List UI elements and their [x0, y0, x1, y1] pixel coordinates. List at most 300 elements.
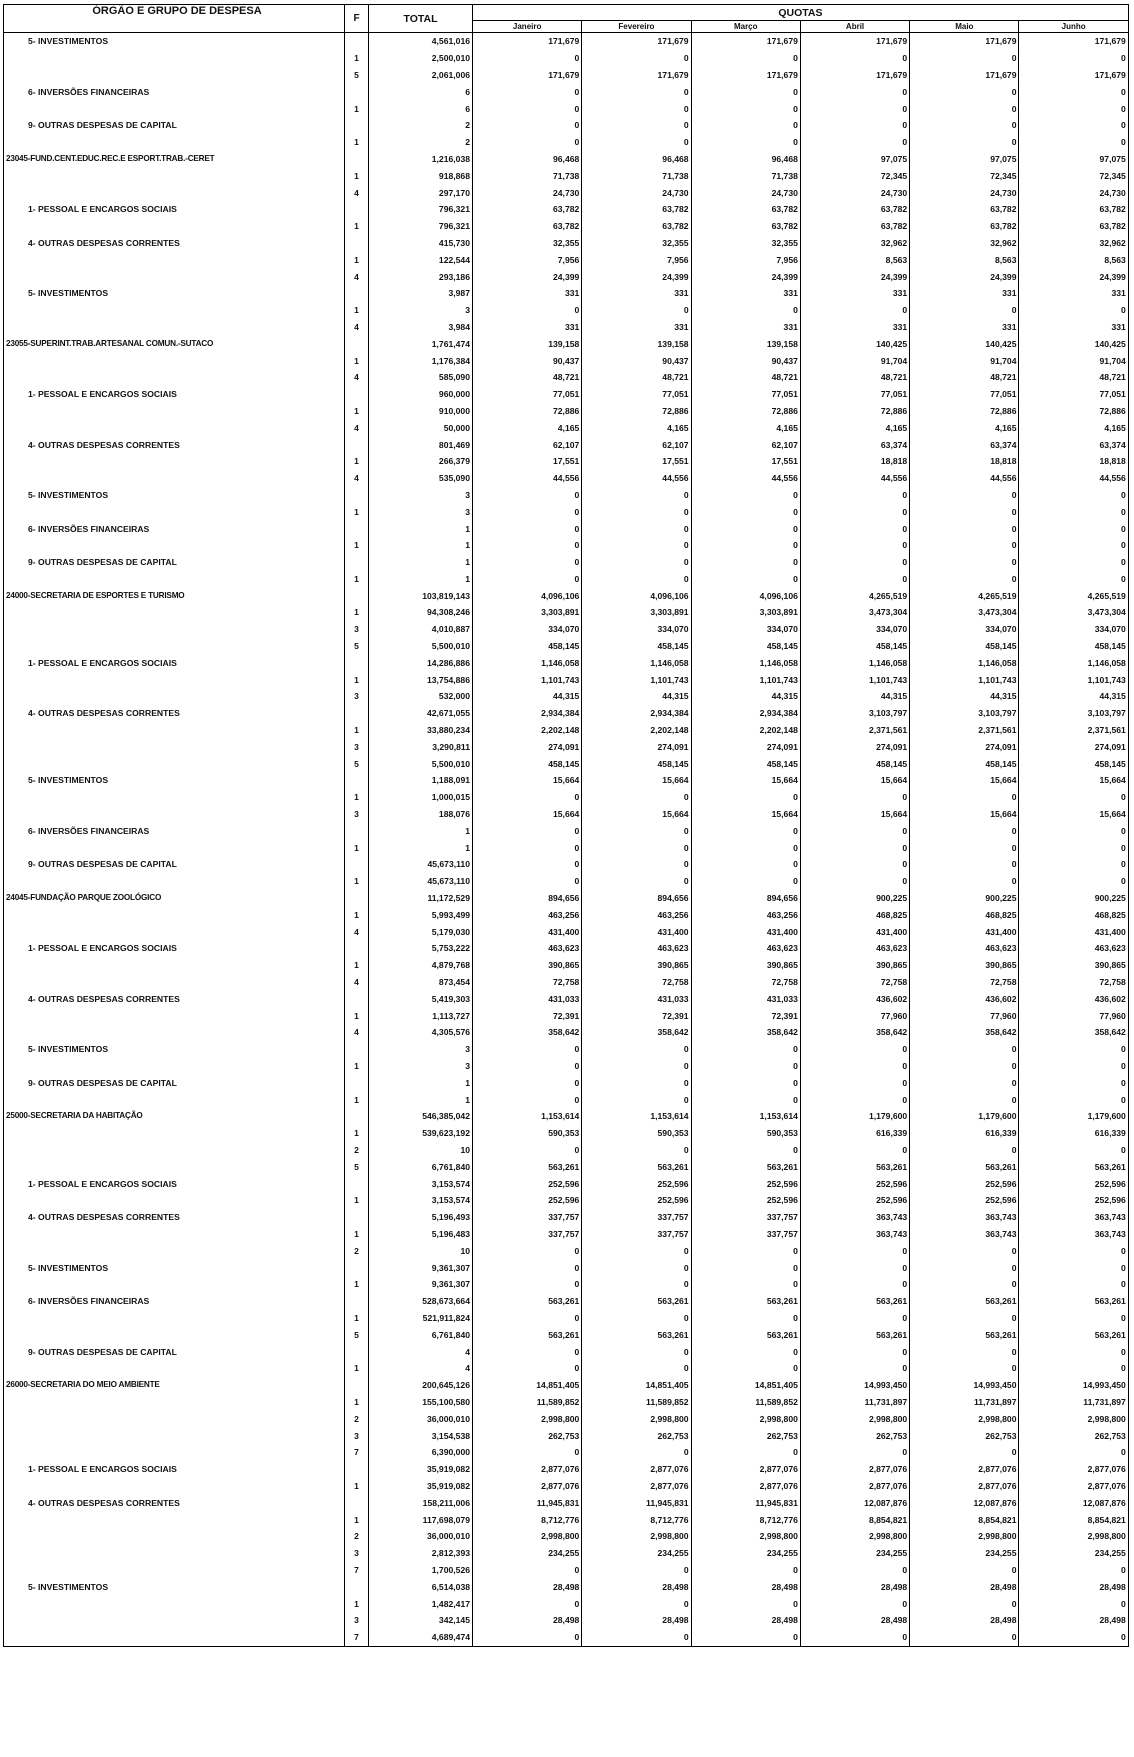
row-fonte: 1 [345, 537, 369, 554]
row-quota: 0 [800, 1276, 909, 1293]
row-quota: 71,738 [582, 167, 691, 184]
row-quota: 252,596 [473, 1175, 582, 1192]
row-description [4, 1242, 345, 1259]
row-fonte: 1 [345, 1125, 369, 1142]
row-total: 266,379 [369, 453, 473, 470]
table-row [4, 503, 1129, 520]
row-fonte [345, 235, 369, 252]
row-quota: 0 [473, 520, 582, 537]
row-description [4, 352, 345, 369]
row-quota: 72,391 [473, 1007, 582, 1024]
row-quota: 0 [1019, 789, 1128, 806]
row-description [4, 1310, 345, 1327]
row-quota: 0 [691, 1595, 800, 1612]
row-quota: 0 [691, 1276, 800, 1293]
row-description [4, 789, 345, 806]
row-quota: 72,391 [691, 1007, 800, 1024]
row-quota: 0 [800, 1343, 909, 1360]
row-quota: 458,145 [800, 755, 909, 772]
row-quota: 63,782 [910, 201, 1019, 218]
row-quota: 72,886 [473, 403, 582, 420]
row-fonte: 1 [345, 251, 369, 268]
row-quota: 0 [473, 789, 582, 806]
row-quota: 4,165 [1019, 419, 1128, 436]
row-quota: 234,255 [800, 1545, 909, 1562]
row-total: 5,500,010 [369, 755, 473, 772]
row-fonte: 1 [345, 906, 369, 923]
row-quota: 0 [473, 1041, 582, 1058]
row-quota: 15,664 [582, 806, 691, 823]
row-quota: 431,400 [910, 923, 1019, 940]
row-quota: 0 [473, 873, 582, 890]
table-row [4, 167, 1129, 184]
row-quota: 11,589,852 [691, 1394, 800, 1411]
row-quota: 274,091 [582, 738, 691, 755]
row-quota: 0 [691, 1142, 800, 1159]
row-total: 2,812,393 [369, 1545, 473, 1562]
row-quota: 0 [1019, 1091, 1128, 1108]
row-quota: 24,399 [473, 268, 582, 285]
row-quota: 0 [473, 1310, 582, 1327]
row-fonte: 1 [345, 873, 369, 890]
row-quota: 2,877,076 [800, 1478, 909, 1495]
row-quota: 331 [473, 285, 582, 302]
row-quota: 0 [800, 487, 909, 504]
table-row [4, 571, 1129, 588]
row-quota: 252,596 [910, 1192, 1019, 1209]
row-quota: 0 [691, 83, 800, 100]
row-description [4, 134, 345, 151]
row-fonte [345, 856, 369, 873]
row-fonte [345, 1343, 369, 1360]
row-quota: 0 [1019, 1242, 1128, 1259]
row-quota: 63,782 [582, 201, 691, 218]
row-quota: 12,087,876 [800, 1494, 909, 1511]
row-description: 9- OUTRAS DESPESAS DE CAPITAL [4, 117, 345, 134]
row-quota: 44,315 [800, 688, 909, 705]
row-quota: 77,051 [473, 386, 582, 403]
row-quota: 234,255 [473, 1545, 582, 1562]
row-quota: 0 [1019, 503, 1128, 520]
row-description [4, 722, 345, 739]
table-row [4, 1444, 1129, 1461]
row-quota: 77,051 [691, 386, 800, 403]
table-row [4, 1058, 1129, 1075]
row-quota: 17,551 [473, 453, 582, 470]
row-quota: 44,556 [1019, 470, 1128, 487]
row-total: 532,000 [369, 688, 473, 705]
row-quota: 171,679 [473, 33, 582, 50]
row-quota: 331 [800, 285, 909, 302]
row-quota: 4,165 [800, 419, 909, 436]
row-quota: 63,782 [800, 218, 909, 235]
row-quota: 72,886 [1019, 403, 1128, 420]
row-quota: 0 [691, 1041, 800, 1058]
row-description: 1- PESSOAL E ENCARGOS SOCIAIS [4, 201, 345, 218]
row-description: 6- INVERSÕES FINANCEIRAS [4, 822, 345, 839]
row-quota: 1,101,743 [800, 671, 909, 688]
row-quota: 0 [473, 1259, 582, 1276]
row-total: 1,700,526 [369, 1562, 473, 1579]
row-quota: 331 [910, 285, 1019, 302]
row-total: 2 [369, 117, 473, 134]
row-quota: 0 [582, 1041, 691, 1058]
row-quota: 15,664 [582, 772, 691, 789]
row-quota: 0 [473, 1142, 582, 1159]
row-quota: 390,865 [910, 957, 1019, 974]
row-quota: 337,757 [691, 1209, 800, 1226]
row-quota: 63,782 [691, 201, 800, 218]
row-description [4, 571, 345, 588]
row-quota: 18,818 [800, 453, 909, 470]
row-description: 26000-SECRETARIA DO MEIO AMBIENTE [4, 1377, 345, 1394]
row-description [4, 470, 345, 487]
row-total: 293,186 [369, 268, 473, 285]
row-quota: 0 [910, 100, 1019, 117]
row-quota: 28,498 [800, 1612, 909, 1629]
row-description [4, 974, 345, 991]
row-quota: 334,070 [800, 621, 909, 638]
row-total: 3 [369, 503, 473, 520]
row-quota: 0 [691, 554, 800, 571]
row-fonte [345, 1108, 369, 1125]
row-quota: 358,642 [1019, 1024, 1128, 1041]
row-quota: 62,107 [582, 436, 691, 453]
row-quota: 1,146,058 [473, 654, 582, 671]
row-quota: 252,596 [691, 1175, 800, 1192]
row-total: 1,000,015 [369, 789, 473, 806]
row-quota: 0 [910, 83, 1019, 100]
row-quota: 63,782 [1019, 201, 1128, 218]
table-row [4, 554, 1129, 571]
row-quota: 171,679 [800, 67, 909, 84]
table-row [4, 1007, 1129, 1024]
row-quota: 0 [473, 1074, 582, 1091]
row-quota: 0 [473, 134, 582, 151]
row-quota: 24,399 [691, 268, 800, 285]
row-description [4, 755, 345, 772]
row-quota: 431,400 [582, 923, 691, 940]
table-row [4, 1629, 1129, 1646]
row-quota: 171,679 [473, 67, 582, 84]
row-quota: 77,051 [910, 386, 1019, 403]
row-quota: 90,437 [473, 352, 582, 369]
row-quota: 96,468 [473, 151, 582, 168]
row-quota: 463,623 [691, 940, 800, 957]
row-quota: 0 [1019, 571, 1128, 588]
row-quota: 463,256 [582, 906, 691, 923]
table-row [4, 1494, 1129, 1511]
table-row [4, 856, 1129, 873]
row-quota: 1,153,614 [473, 1108, 582, 1125]
row-quota: 0 [691, 1562, 800, 1579]
row-description [4, 1326, 345, 1343]
row-quota: 0 [473, 1058, 582, 1075]
row-quota: 0 [1019, 1343, 1128, 1360]
header-month: Janeiro [473, 21, 582, 33]
table-row [4, 151, 1129, 168]
table-row [4, 50, 1129, 67]
row-total: 45,673,110 [369, 856, 473, 873]
row-quota: 17,551 [582, 453, 691, 470]
row-fonte [345, 151, 369, 168]
row-quota: 0 [582, 1142, 691, 1159]
row-total: 873,454 [369, 974, 473, 991]
row-quota: 2,371,561 [1019, 722, 1128, 739]
row-description [4, 1024, 345, 1041]
row-quota: 171,679 [910, 33, 1019, 50]
row-quota: 0 [800, 117, 909, 134]
row-quota: 0 [691, 503, 800, 520]
row-quota: 334,070 [1019, 621, 1128, 638]
row-quota: 1,101,743 [691, 671, 800, 688]
row-fonte [345, 1041, 369, 1058]
row-quota: 72,345 [910, 167, 1019, 184]
row-fonte [345, 587, 369, 604]
row-description [4, 419, 345, 436]
row-description [4, 1360, 345, 1377]
row-fonte [345, 1074, 369, 1091]
row-quota: 0 [1019, 100, 1128, 117]
row-description [4, 806, 345, 823]
row-quota: 0 [800, 503, 909, 520]
row-quota: 15,664 [473, 806, 582, 823]
row-quota: 0 [800, 50, 909, 67]
row-quota: 0 [800, 856, 909, 873]
row-fonte [345, 33, 369, 50]
row-quota: 32,962 [800, 235, 909, 252]
row-quota: 252,596 [473, 1192, 582, 1209]
row-quota: 1,179,600 [910, 1108, 1019, 1125]
row-quota: 0 [582, 1058, 691, 1075]
row-quota: 28,498 [473, 1578, 582, 1595]
table-row [4, 755, 1129, 772]
row-quota: 0 [1019, 1444, 1128, 1461]
row-description: 6- INVERSÕES FINANCEIRAS [4, 83, 345, 100]
row-quota: 331 [691, 285, 800, 302]
row-description [4, 1091, 345, 1108]
row-quota: 252,596 [800, 1192, 909, 1209]
row-quota: 337,757 [473, 1226, 582, 1243]
quotas-table [3, 4, 1129, 1647]
row-fonte: 5 [345, 638, 369, 655]
row-quota: 44,556 [582, 470, 691, 487]
row-quota: 0 [582, 571, 691, 588]
row-quota: 563,261 [800, 1293, 909, 1310]
row-quota: 8,854,821 [1019, 1511, 1128, 1528]
row-quota: 2,934,384 [582, 705, 691, 722]
row-description [4, 1478, 345, 1495]
row-quota: 331 [473, 319, 582, 336]
table-row [4, 638, 1129, 655]
row-fonte: 2 [345, 1410, 369, 1427]
row-description [4, 1226, 345, 1243]
row-quota: 24,730 [910, 184, 1019, 201]
row-fonte: 1 [345, 671, 369, 688]
row-quota: 0 [910, 50, 1019, 67]
row-total: 4,689,474 [369, 1629, 473, 1646]
header-quotas: QUOTAS [473, 5, 1129, 21]
row-description [4, 873, 345, 890]
row-quota: 32,962 [910, 235, 1019, 252]
row-description: 5- INVESTIMENTOS [4, 1041, 345, 1058]
row-quota: 0 [910, 1058, 1019, 1075]
row-description: 4- OUTRAS DESPESAS CORRENTES [4, 1494, 345, 1511]
row-quota: 0 [691, 117, 800, 134]
row-quota: 0 [910, 1360, 1019, 1377]
row-quota: 0 [691, 1242, 800, 1259]
row-quota: 77,051 [800, 386, 909, 403]
row-quota: 8,712,776 [473, 1511, 582, 1528]
row-quota: 363,743 [800, 1226, 909, 1243]
row-quota: 1,101,743 [1019, 671, 1128, 688]
row-description [4, 1142, 345, 1159]
row-quota: 1,153,614 [582, 1108, 691, 1125]
table-row [4, 436, 1129, 453]
row-quota: 0 [582, 1595, 691, 1612]
row-quota: 463,256 [691, 906, 800, 923]
table-row [4, 251, 1129, 268]
table-row [4, 1293, 1129, 1310]
row-quota: 11,589,852 [582, 1394, 691, 1411]
row-total: 10 [369, 1142, 473, 1159]
row-quota: 171,679 [691, 33, 800, 50]
row-quota: 331 [582, 285, 691, 302]
row-fonte: 4 [345, 470, 369, 487]
row-quota: 139,158 [691, 335, 800, 352]
row-total: 10 [369, 1242, 473, 1259]
row-description [4, 453, 345, 470]
table-row [4, 1041, 1129, 1058]
table-row [4, 1478, 1129, 1495]
row-quota: 3,473,304 [1019, 604, 1128, 621]
row-quota: 563,261 [1019, 1326, 1128, 1343]
row-description [4, 738, 345, 755]
row-quota: 468,825 [910, 906, 1019, 923]
row-quota: 431,033 [691, 990, 800, 1007]
row-quota: 0 [582, 1360, 691, 1377]
table-row [4, 419, 1129, 436]
row-fonte [345, 1293, 369, 1310]
table-body [4, 33, 1129, 1647]
row-quota: 463,623 [1019, 940, 1128, 957]
row-quota: 0 [473, 554, 582, 571]
row-quota: 44,315 [582, 688, 691, 705]
row-total: 3 [369, 302, 473, 319]
row-total: 796,321 [369, 201, 473, 218]
row-total: 342,145 [369, 1612, 473, 1629]
table-row [4, 487, 1129, 504]
row-total: 13,754,886 [369, 671, 473, 688]
row-quota: 4,265,519 [910, 587, 1019, 604]
row-quota: 24,730 [800, 184, 909, 201]
table-row [4, 1310, 1129, 1327]
row-quota: 900,225 [800, 890, 909, 907]
row-quota: 0 [473, 487, 582, 504]
table-row [4, 806, 1129, 823]
table-row [4, 83, 1129, 100]
row-quota: 458,145 [910, 638, 1019, 655]
row-quota: 63,782 [582, 218, 691, 235]
table-row [4, 335, 1129, 352]
row-quota: 252,596 [1019, 1175, 1128, 1192]
row-quota: 331 [582, 319, 691, 336]
row-fonte: 1 [345, 453, 369, 470]
row-fonte [345, 1494, 369, 1511]
row-quota: 90,437 [582, 352, 691, 369]
row-quota: 0 [582, 1074, 691, 1091]
row-quota: 0 [582, 1242, 691, 1259]
table-row [4, 1595, 1129, 1612]
row-description [4, 1444, 345, 1461]
row-quota: 463,623 [473, 940, 582, 957]
row-quota: 72,758 [473, 974, 582, 991]
row-quota: 24,399 [1019, 268, 1128, 285]
row-fonte: 4 [345, 419, 369, 436]
table-row [4, 1259, 1129, 1276]
row-quota: 0 [473, 302, 582, 319]
row-quota: 252,596 [582, 1175, 691, 1192]
row-quota: 0 [1019, 1360, 1128, 1377]
row-total: 1,761,474 [369, 335, 473, 352]
row-quota: 1,101,743 [473, 671, 582, 688]
row-description [4, 1192, 345, 1209]
row-fonte: 1 [345, 1226, 369, 1243]
row-quota: 14,993,450 [910, 1377, 1019, 1394]
row-quota: 24,399 [800, 268, 909, 285]
row-total: 801,469 [369, 436, 473, 453]
row-quota: 563,261 [910, 1326, 1019, 1343]
table-header [4, 5, 1129, 33]
row-description: 6- INVERSÕES FINANCEIRAS [4, 1293, 345, 1310]
row-description [4, 302, 345, 319]
row-quota: 563,261 [691, 1326, 800, 1343]
row-total: 1 [369, 822, 473, 839]
row-quota: 274,091 [800, 738, 909, 755]
table-row [4, 302, 1129, 319]
row-quota: 4,096,106 [473, 587, 582, 604]
header-month: Fevereiro [582, 21, 691, 33]
row-quota: 4,165 [910, 419, 1019, 436]
row-description: 9- OUTRAS DESPESAS DE CAPITAL [4, 1074, 345, 1091]
header-f: F [345, 5, 369, 33]
row-quota: 262,753 [691, 1427, 800, 1444]
row-total: 1,176,384 [369, 352, 473, 369]
row-quota: 4,265,519 [1019, 587, 1128, 604]
row-quota: 2,998,800 [582, 1410, 691, 1427]
row-quota: 0 [800, 873, 909, 890]
table-row [4, 1125, 1129, 1142]
row-quota: 2,934,384 [691, 705, 800, 722]
row-quota: 468,825 [800, 906, 909, 923]
row-description: 5- INVESTIMENTOS [4, 1578, 345, 1595]
row-quota: 0 [1019, 873, 1128, 890]
row-fonte [345, 822, 369, 839]
row-fonte: 2 [345, 1242, 369, 1259]
row-quota: 431,400 [800, 923, 909, 940]
row-quota: 334,070 [910, 621, 1019, 638]
row-total: 117,698,079 [369, 1511, 473, 1528]
table-row [4, 890, 1129, 907]
row-quota: 15,664 [691, 772, 800, 789]
row-quota: 337,757 [582, 1209, 691, 1226]
table-row [4, 1545, 1129, 1562]
row-quota: 44,556 [473, 470, 582, 487]
row-quota: 0 [582, 789, 691, 806]
row-quota: 563,261 [691, 1293, 800, 1310]
row-quota: 252,596 [1019, 1192, 1128, 1209]
row-description [4, 957, 345, 974]
